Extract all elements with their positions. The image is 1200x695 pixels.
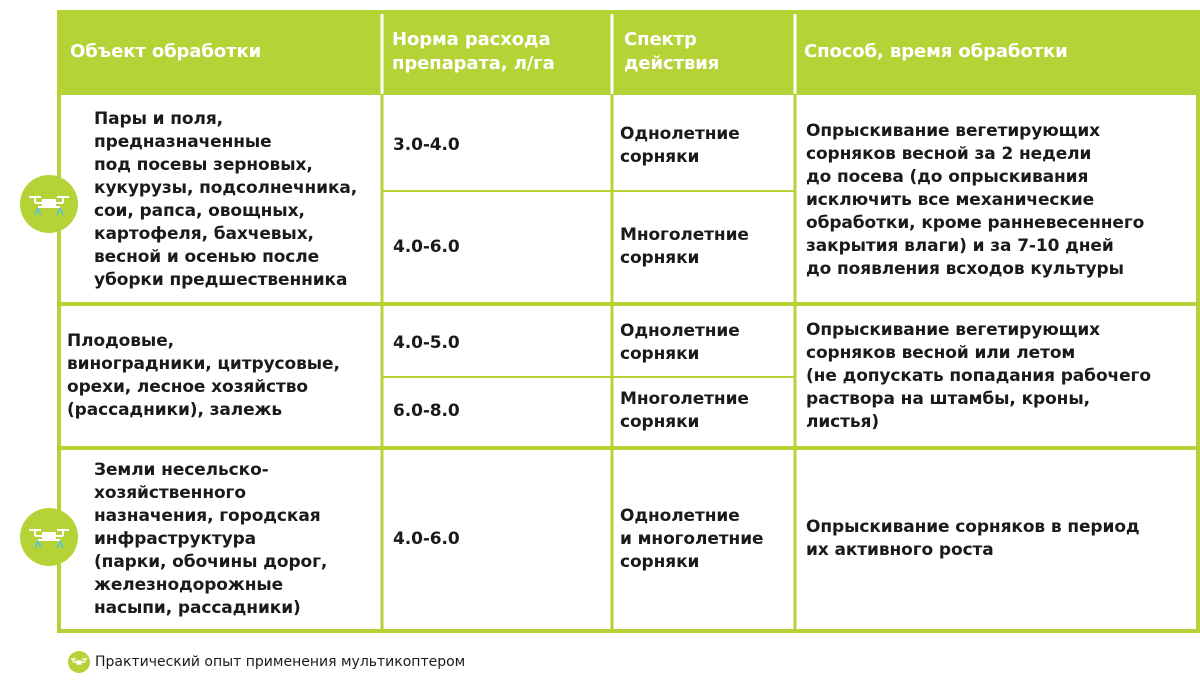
row1-method: Опрыскивание вегетирующих сорняков весной за 2 недели до посева (до опрыскивания исключить все механические обработки, кроме ранневесеннего закрытия влаги) и за 7-10 дней до появления всходов культуры [806,120,1145,279]
row1-rate-1: 3.0-4.0 [393,135,460,155]
row2-rate-1: 4.0-5.0 [393,332,460,353]
legend [68,651,465,673]
header-rate: Норма расхода препарата, л/га [392,29,555,74]
row1-rate-2: 4.0-6.0 [393,236,460,257]
row1-spectrum-2: Многолетние сорняки [620,225,749,268]
multicopter-drone-icon [20,175,78,233]
legend-text: Практический опыт применения мультикоптером [95,654,466,670]
row2-method: Опрыскивание вегетирующих сорняков весной или летом (не допускать попадания рабочего раствора на штамбы, кроны, листья) [806,319,1151,432]
row1-object: Пары и поля, предназначенные под посевы зерновых, кукурузы, подсолнечника, сои, рапса, овощных, картофеля, бахчевых, весной и осенью после уборки предшественника [94,109,358,290]
multicopter-drone-icon [20,508,78,566]
header-method: Способ, время обработки [804,41,1068,62]
multicopter-drone-icon [68,651,90,673]
row2-spectrum-2: Многолетние сорняки [620,389,749,432]
row3-object: Земли несельско- хозяйственного назначения, городская инфраструктура (парки, обочины дорог, железнодорожные насыпи, рассадники) [94,459,328,618]
row2-object: Плодовые, виноградники, цитрусовые, орехи, лесное хозяйство (рассадники), залежь [67,331,340,420]
header-object: Объект обработки [70,41,262,62]
row2-spectrum-1: Однолетние сорняки [620,321,740,364]
header-spectrum: Спектр действия [624,29,720,74]
row1-spectrum-1: Однолетние сорняки [620,123,740,167]
row3-spectrum: Однолетние и многолетние сорняки [620,505,764,572]
row2-rate-2: 6.0-8.0 [393,400,460,421]
row3-method: Опрыскивание сорняков в период их активного роста [806,517,1140,560]
row3-rate: 4.0-6.0 [393,528,460,549]
